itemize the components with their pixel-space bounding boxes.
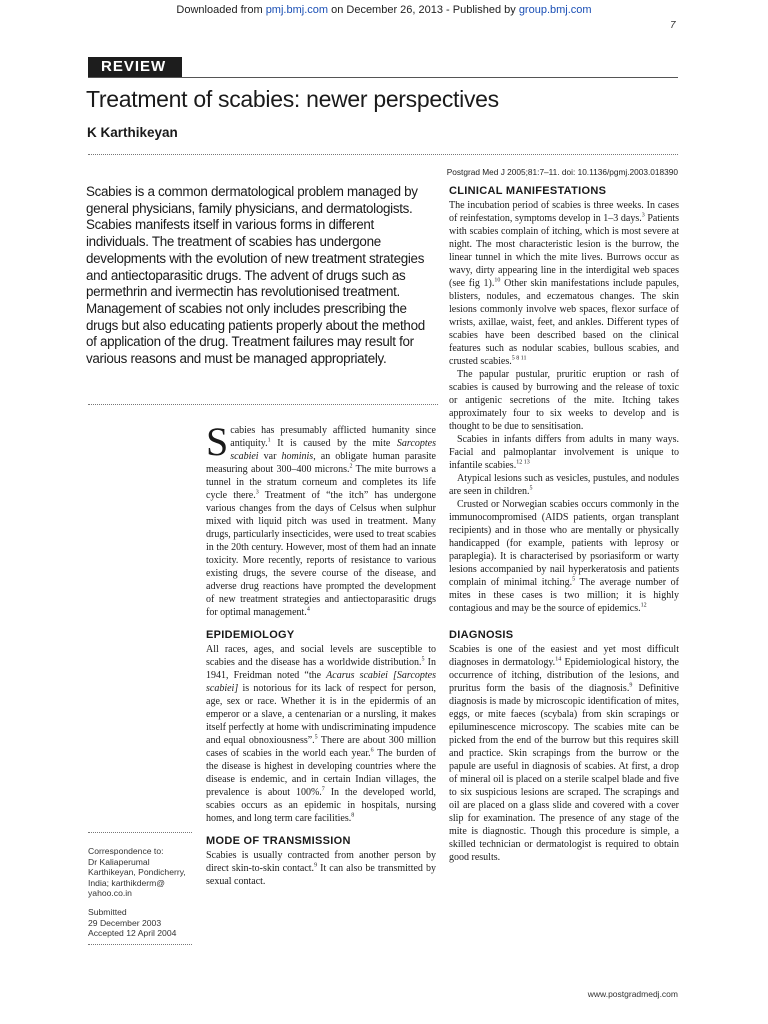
source-link[interactable]: pmj.bmj.com: [265, 4, 329, 16]
submitted-date: 29 December 2003: [88, 917, 162, 928]
correspondence-label: Correspondence to:: [88, 846, 164, 856]
header-rule: [88, 77, 678, 78]
ref: 3: [255, 489, 259, 496]
author-name: K Karthikeyan: [87, 125, 178, 140]
epi-text: In the developed world, scabies occurs as an epidemic in hospitals, nursing homes, and long term care facilities.: [206, 787, 436, 824]
ref: 1: [267, 437, 271, 444]
ref: 5 8 11: [511, 355, 527, 362]
transmission-paragraph: [206, 849, 436, 888]
footer-url: www.postgradmedj.com: [587, 989, 678, 999]
clinical-paragraph-2: The papular pustular, pruritic eruption or rash of scabies is caused by burrowing and the release of toxic or antigenic secretions of the mite. Itching takes approximately four to six weeks to develop and is thought to be due to sensitisation.: [449, 369, 679, 432]
sidebar-rule-bottom: [88, 944, 192, 945]
dropcap-letter: S: [206, 419, 229, 464]
variety-name: hominis: [281, 451, 314, 462]
clin-text: Atypical lesions such as vesicles, pustules, and nodules are seen in children.: [449, 473, 679, 497]
diag-text: Epidemiological history, the occurrence of itching, distribution of the lesions, and pruritus form the basis of the diagnosis.: [449, 657, 679, 694]
ref: 5: [529, 485, 533, 492]
epi-text: is notorious for its lack of respect for person, age, sex or race. Whether it is in the epidermis of an emperor or a slave, a centenarian or a nursling, it makes itself perfectly at home with undiscriminating impudence and equal obnoxiousness”.: [206, 683, 436, 746]
publisher-link[interactable]: group.bmj.com: [518, 4, 592, 16]
correspondence-details: Dr Kaliaperumal Karthikeyan, Pondicherry, India; karthikderm@ yahoo.co.in: [88, 856, 186, 899]
ref: 12: [640, 602, 647, 609]
epi-text: In 1941, Freidman noted “the: [206, 657, 436, 681]
ref: 2: [349, 463, 353, 470]
section-badge: REVIEW: [88, 57, 182, 77]
intro-text: var: [258, 451, 282, 462]
intro-text: It is caused by the mite: [270, 438, 397, 449]
dotted-divider-abstract: [88, 404, 438, 405]
banner-middle: on December 26, 2013 - Published by: [328, 4, 519, 16]
clin-text: Other skin manifestations include papules, blisters, nodules, and eczematous changes. The skin lesions commonly involve web spaces, flexor surface of wrists, axillae, waist, feet, and ankles. Different types of scabies have been described based on the clinical features such as nodular scabies, bullous scabies, and crusted scabies.: [449, 278, 679, 367]
clin-text: Patients with scabies complain of itching, which is most severe at night. The most characteristic lesion is the burrow, the linear tunnel in which the mite lives. Burrows occur as wavy, dirty appearing line in the interdigital web spaces (see fig 1).: [449, 213, 679, 289]
diag-text: Scabies is one of the easiest and yet most difficult diagnoses in dermatology.: [449, 644, 679, 668]
ref: 3: [641, 212, 645, 219]
dotted-divider-top: [88, 154, 678, 155]
epi-text: All races, ages, and social levels are susceptible to scabies and the disease has a worldwide distribution.: [206, 644, 436, 668]
submitted-label: Submitted: [88, 907, 127, 917]
intro-text: , an obligate human parasite measuring about 300–400 microns.: [206, 451, 436, 475]
heading-transmission: MODE OF TRANSMISSION: [206, 835, 351, 847]
ref: 4: [306, 606, 310, 613]
ref: 9: [629, 682, 633, 689]
banner-prefix: Downloaded from: [176, 4, 266, 16]
trans-text: It can also be transmitted by sexual contact.: [206, 863, 436, 887]
ref: 5: [572, 576, 576, 583]
ref: 5: [421, 656, 425, 663]
ref: 8: [351, 812, 355, 819]
clinical-paragraph-4: [449, 472, 679, 498]
article-title: Treatment of scabies: newer perspectives: [86, 86, 499, 112]
intro-text: Treatment of “the itch” has undergone various changes from the days of Celsus when sulphur mixed with liquid pitch was used in treatment. Many drugs, particularly insecticides, were used to treat scabies in the 20th century. However, most of them had an innate toxicity. More recently, reports of resistance to various existing drugs, the severe course of the disease, and adverse drug reactions have prompted the development of new treatment strategies and antiectoparasitic drugs for optimal management.: [206, 490, 436, 618]
ref: 14: [555, 656, 562, 663]
journal-citation: Postgrad Med J 2005;81:7–11. doi: 10.1136/pgmj.2003.018390: [446, 167, 678, 177]
heading-diagnosis: DIAGNOSIS: [449, 629, 514, 641]
ref: 7: [321, 786, 325, 793]
intro-text: cabies has presumably afflicted humanity since antiquity.: [230, 425, 436, 449]
species-name: Acarus scabiei [Sarcoptes scabiei]: [206, 670, 436, 694]
intro-text: The mite burrows a tunnel in the stratum corneum and completes its life cycle there.: [206, 464, 436, 501]
clinical-paragraph-1: [449, 199, 679, 368]
diagnosis-paragraph: [449, 643, 679, 864]
clin-text: The average number of mites in these cases is two million; it is highly contagious and may be the source of epidemics.: [449, 577, 680, 614]
body-column-right: [449, 184, 679, 864]
clinical-paragraph-3: [449, 433, 679, 472]
ref: 10: [494, 277, 501, 284]
abstract: Scabies is a common dermatological problem managed by general physicians, family physicians, and dermatologists. Scabies manifests itself in various forms in different individuals. The treatment of scabies has undergone developments with the evolution of new treatment strategies and antiectoparasitic drugs. The advent of drugs such as permethrin and ivermectin has revolutionised treatment. Management of scabies not only includes prescribing the drugs but also educating patients properly about the method of application of the drug. Treatment failures may result for various reasons and must be managed appropriately.: [86, 184, 425, 367]
ref: 6: [370, 747, 374, 754]
body-column-left: [206, 419, 437, 888]
ref: 12 13: [516, 459, 530, 466]
dates-block: [88, 907, 194, 939]
trans-text: Scabies is usually contracted from another person by direct skin-to-skin contact.: [206, 850, 436, 874]
ref: 5: [314, 734, 318, 741]
clin-text: Scabies in infants differs from adults in many ways. Facial and palmoplantar involvement is unique to infantile scabies.: [449, 434, 679, 471]
page-number: 7: [670, 20, 676, 31]
heading-epidemiology: EPIDEMIOLOGY: [206, 629, 295, 641]
intro-paragraph: [206, 419, 436, 619]
correspondence-block: [88, 846, 194, 899]
diag-text: Definitive diagnosis is made by microscopic identification of mites, eggs, or mite faeces (scybala) from skin scrapings or epiluminescence microscopy. The scabies mite can be picked from the end of the burrow but this requires skill and practice. Skin scrapings from the burrow or the papule are useful in diagnosis of scabies. At first, a drop of mineral oil is placed on a sterile scalpel blade and five to six suspicious lesions are scraped. The scrapings and oil are placed on a glass slide and covered with a cover slip for examination. The presence of any stage of the mite is diagnostic. Though this procedure is simple, a skilled technician or dermatologist is required to obtain good results.: [449, 683, 679, 863]
ref: 9: [314, 862, 318, 869]
epi-text: The burden of the disease is highest in developing countries where the disease is endemic, and in certain Indian villages, the prevalence is about 100%.: [206, 748, 437, 798]
epidemiology-paragraph: [206, 643, 436, 825]
accepted-date: Accepted 12 April 2004: [88, 928, 177, 939]
clin-text: The incubation period of scabies is three weeks. In cases of reinfestation, symptoms develop in 1–3 days.: [449, 200, 679, 224]
clinical-paragraph-5: [449, 498, 679, 615]
species-name: Sarcoptes scabiei: [230, 438, 436, 462]
clin-text: Crusted or Norwegian scabies occurs commonly in the immunocompromised (AIDS patients, organ transplant recipients) and in those who are mentally or physically handicapped (for example, patients with leprosy or paraplegia). It is characterised by psoriasiform or warty lesions accompanied by nail hyperkeratosis and patients complain of minimal itching.: [449, 499, 679, 588]
sidebar-rule-top: [88, 832, 192, 833]
epi-text: There are about 300 million cases of scabies in the world each year.: [206, 735, 436, 759]
download-banner: [0, 4, 768, 16]
heading-clinical: CLINICAL MANIFESTATIONS: [449, 185, 607, 197]
